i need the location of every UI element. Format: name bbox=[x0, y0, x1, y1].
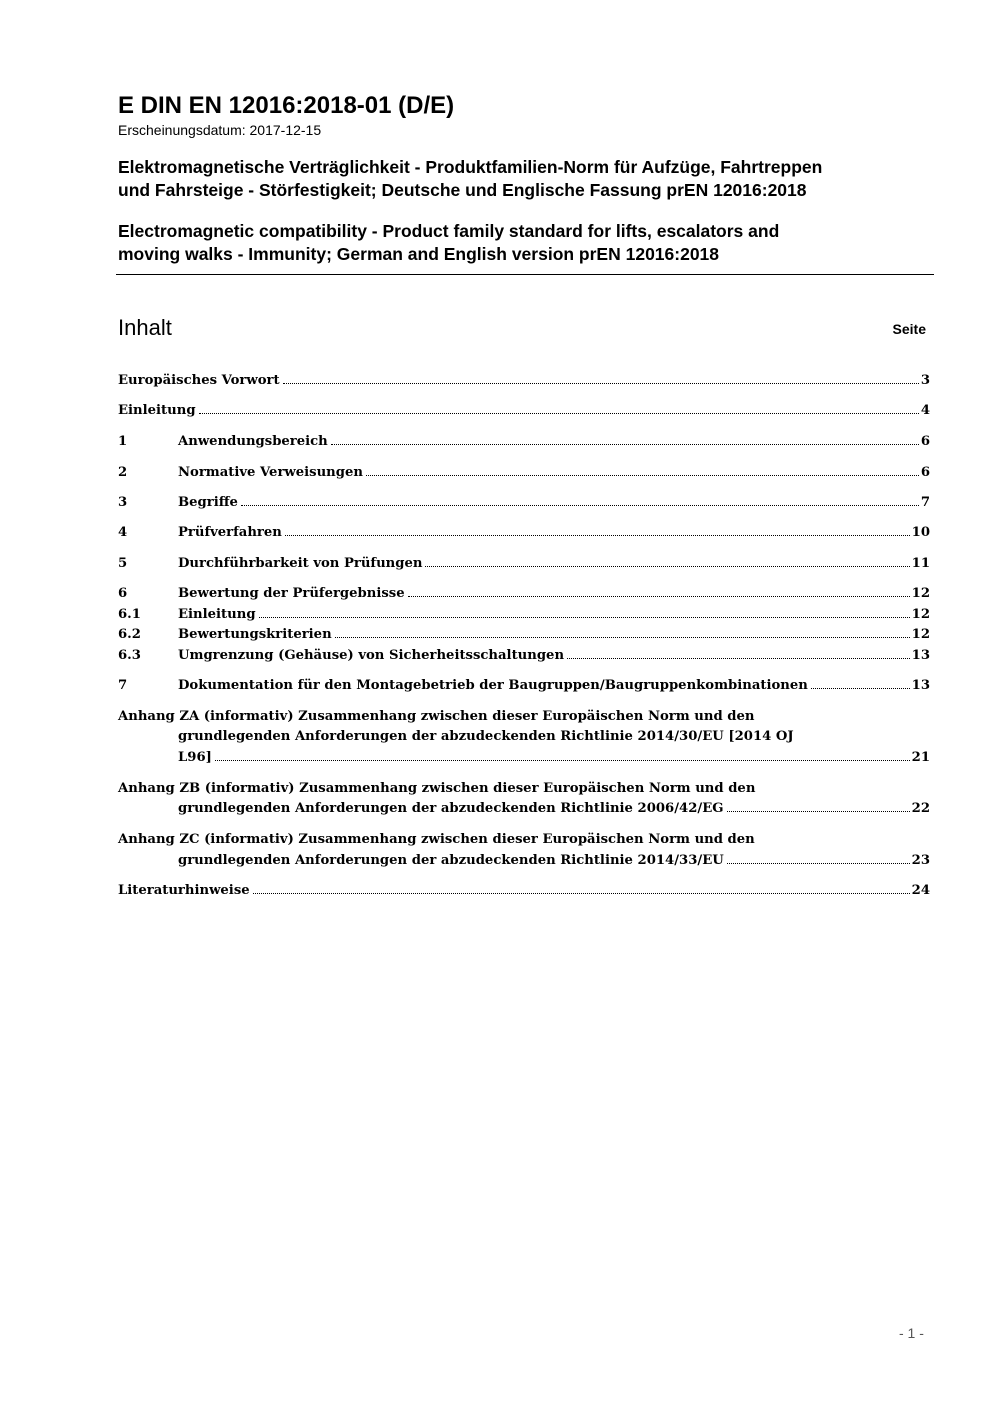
toc-entry-page: 13 bbox=[911, 648, 930, 663]
annex-zb-line-1[interactable]: Anhang ZB (informativ) Zusammenhang zwischen dieser Europäischen Norm und den bbox=[118, 781, 756, 796]
toc-entry-number: 7 bbox=[118, 678, 128, 693]
toc-entry-annex-zb[interactable] bbox=[118, 799, 930, 819]
toc-entry-7[interactable] bbox=[118, 676, 930, 696]
toc-entry-number: 5 bbox=[118, 556, 128, 571]
toc-entry-text: Dokumentation für den Montagebetrieb der Baugruppen/Baugruppenkombinationen bbox=[178, 678, 808, 693]
toc-entry-text: Anwendungsbereich bbox=[178, 434, 328, 449]
toc-entry-page: 22 bbox=[911, 801, 930, 816]
toc-title: Inhalt bbox=[118, 315, 172, 340]
toc-entry-number: 6.3 bbox=[118, 648, 141, 663]
toc-leader-dots bbox=[283, 383, 919, 384]
toc-entry-text: Einleitung bbox=[178, 607, 256, 622]
toc-entry-bibliography[interactable] bbox=[118, 881, 930, 901]
toc-leader-dots bbox=[366, 475, 919, 476]
toc-leader-dots bbox=[215, 760, 910, 761]
page-number: - 1 - bbox=[899, 1325, 924, 1341]
toc-leader-dots bbox=[259, 617, 910, 618]
toc-leader-dots bbox=[567, 658, 910, 659]
toc-entry-2[interactable] bbox=[118, 463, 930, 483]
publication-date: Erscheinungsdatum: 2017-12-15 bbox=[118, 122, 322, 138]
toc-entry-page: 13 bbox=[911, 678, 930, 693]
toc-entry-page: 12 bbox=[911, 586, 930, 601]
toc-entry-number: 4 bbox=[118, 525, 128, 540]
toc-entry-number: 1 bbox=[118, 434, 128, 449]
toc-entry-6-1[interactable] bbox=[118, 605, 930, 625]
toc-entry-number: 6.1 bbox=[118, 607, 141, 622]
toc-entry-page: 6 bbox=[920, 465, 930, 480]
toc-page-column-label: Seite bbox=[892, 321, 926, 337]
toc-entry-number: 2 bbox=[118, 465, 128, 480]
toc-leader-dots bbox=[335, 637, 910, 638]
toc-entry-text: Bewertungskriterien bbox=[178, 627, 332, 642]
annex-za-line-1[interactable]: Anhang ZA (informativ) Zusammenhang zwischen dieser Europäischen Norm und den bbox=[118, 709, 755, 724]
toc-entry-6[interactable] bbox=[118, 584, 930, 604]
toc-entry-page: 6 bbox=[920, 434, 930, 449]
toc-leader-dots bbox=[811, 688, 910, 689]
toc-entry-text: Literaturhinweise bbox=[118, 883, 250, 898]
toc-leader-dots bbox=[727, 811, 910, 812]
toc-entry-number: 6.2 bbox=[118, 627, 141, 642]
toc-entry-page: 7 bbox=[920, 495, 930, 510]
annex-zc-line-1[interactable]: Anhang ZC (informativ) Zusammenhang zwischen dieser Europäischen Norm und den bbox=[118, 832, 755, 847]
title-english: Electromagnetic compatibility - Product family standard for lifts, escalators and moving walks - Immunity; German and English version prEN 12016:2018 bbox=[118, 221, 780, 264]
toc-entry-3[interactable] bbox=[118, 493, 930, 513]
toc-entry-number: 3 bbox=[118, 495, 128, 510]
toc-entry-vorwort[interactable] bbox=[118, 371, 930, 391]
toc-entry-number: 6 bbox=[118, 586, 128, 601]
title-german: Elektromagnetische Verträglichkeit - Produktfamilien-Norm für Aufzüge, Fahrtreppen und Fahrsteige - Störfestigkeit; Deutsche und Englische Fassung prEN 12016:2018 bbox=[118, 157, 823, 200]
toc-leader-dots bbox=[199, 413, 919, 414]
toc-leader-dots bbox=[408, 596, 910, 597]
toc-entry-text: grundlegenden Anforderungen der abzudeckenden Richtlinie 2014/33/EU bbox=[178, 853, 724, 868]
toc-entry-page: 4 bbox=[920, 403, 930, 418]
toc-entry-6-3[interactable] bbox=[118, 646, 930, 666]
toc-leader-dots bbox=[241, 505, 919, 506]
toc-entry-text: grundlegenden Anforderungen der abzudeckenden Richtlinie 2006/42/EG bbox=[178, 801, 724, 816]
toc-leader-dots bbox=[331, 444, 919, 445]
toc-entry-page: 12 bbox=[911, 607, 930, 622]
toc-entry-page: 23 bbox=[911, 853, 930, 868]
toc-entry-5[interactable] bbox=[118, 554, 930, 574]
toc-entry-text: Bewertung der Prüfergebnisse bbox=[178, 586, 405, 601]
toc-entry-page: 10 bbox=[911, 525, 930, 540]
toc-entry-text: Umgrenzung (Gehäuse) von Sicherheitsschaltungen bbox=[178, 648, 565, 663]
toc-entry-einleitung[interactable] bbox=[118, 401, 930, 421]
document-id: E DIN EN 12016:2018-01 (D/E) bbox=[118, 92, 455, 119]
toc-entry-text: Einleitung bbox=[118, 403, 196, 418]
document-header bbox=[118, 92, 934, 266]
toc-entry-text: Normative Verweisungen bbox=[178, 465, 363, 480]
toc-entry-text: L96] bbox=[178, 750, 212, 765]
header-divider bbox=[116, 274, 934, 275]
annex-za-line-2[interactable]: grundlegenden Anforderungen der abzudeckenden Richtlinie 2014/30/EU [2014 OJ bbox=[178, 729, 794, 744]
toc-entry-page: 24 bbox=[911, 883, 930, 898]
toc-entry-text: Europäisches Vorwort bbox=[118, 373, 280, 388]
toc-entry-page: 21 bbox=[911, 750, 930, 765]
toc-entry-page: 3 bbox=[920, 373, 930, 388]
toc-entry-text: Durchführbarkeit von Prüfungen bbox=[178, 556, 423, 571]
toc-entry-4[interactable] bbox=[118, 523, 930, 543]
toc-entry-text: Prüfverfahren bbox=[178, 525, 282, 540]
toc-entry-annex-za[interactable] bbox=[118, 748, 930, 768]
toc-entry-1[interactable] bbox=[118, 432, 930, 452]
toc-leader-dots bbox=[727, 863, 910, 864]
toc-entry-annex-zc[interactable] bbox=[118, 851, 930, 871]
toc-entry-page: 12 bbox=[911, 627, 930, 642]
toc-leader-dots bbox=[285, 535, 910, 536]
toc-entry-6-2[interactable] bbox=[118, 625, 930, 645]
toc-entry-page: 11 bbox=[911, 556, 930, 571]
toc-entry-text: Begriffe bbox=[178, 495, 238, 510]
toc-heading bbox=[118, 314, 926, 344]
toc-leader-dots bbox=[425, 566, 909, 567]
toc-leader-dots bbox=[253, 893, 910, 894]
